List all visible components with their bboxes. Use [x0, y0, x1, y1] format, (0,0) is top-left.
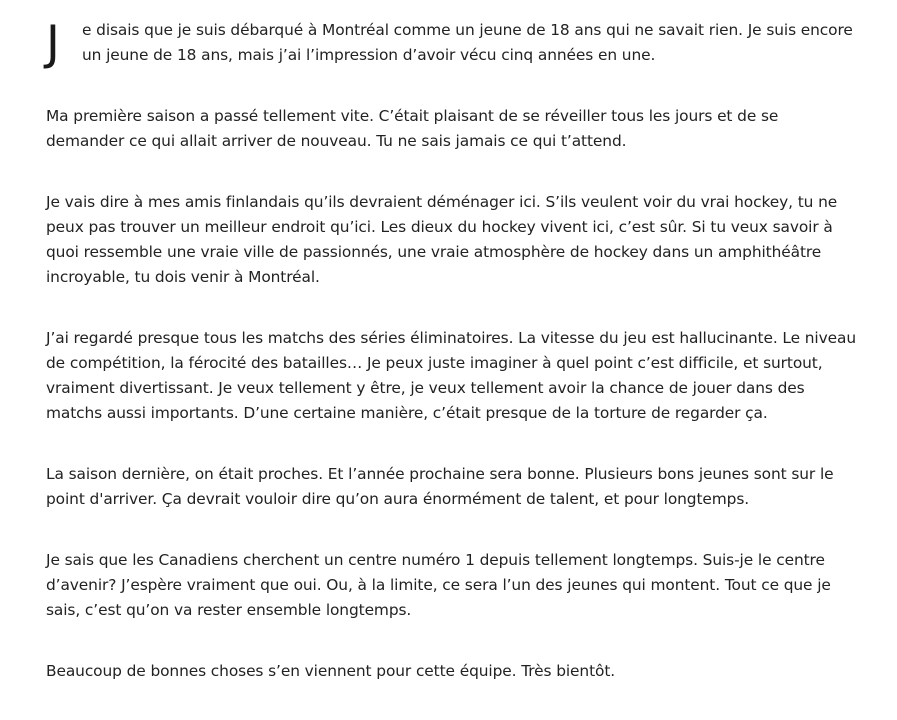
paragraph: J’ai regardé presque tous les matchs des séries éliminatoires. La vitesse du jeu est hallucinante. Le niveau de compétition, la férocité des batailles… Je peux juste imaginer à quel point c’est difficile, et surtout, vraiment divertissant. Je veux tellement y être, je veux tellement avoir la chance de jouer dans des matchs aussi importants. D’une certaine manière, c’était presque de la torture de regarder ça.: [46, 329, 856, 422]
paragraph: Je vais dire à mes amis finlandais qu’ils devraient déménager ici. S’ils veulent voir du vrai hockey, tu ne peux pas trouver un meilleur endroit qu’ici. Les dieux du hockey vivent ici, c’est sûr. Si tu veux savoir à quoi ressemble une vraie ville de passionnés, une vraie atmosphère de hockey dans un amphithéâtre incroyable, tu dois venir à Montréal.: [46, 193, 838, 286]
paragraph-intro: [46, 16, 858, 71]
paragraph: Ma première saison a passé tellement vite. C’était plaisant de se réveiller tous les jours et de se demander ce qui allait arriver de nouveau. Tu ne sais jamais ce qui t’attend.: [46, 107, 779, 150]
article-body: [46, 18, 858, 720]
paragraph: Beaucoup de bonnes choses s’en viennent pour cette équipe. Très bientôt.: [46, 662, 616, 680]
paragraph-intro-text: e disais que je suis débarqué à Montréal comme un jeune de 18 ans qui ne savait rien. Je suis encore un jeune de 18 ans, mais j’ai l’impression d’avoir vécu cinq années en une.: [82, 21, 853, 64]
drop-cap: J: [46, 16, 60, 71]
paragraph: La saison dernière, on était proches. Et l’année prochaine sera bonne. Plusieurs bons jeunes sont sur le point d'arriver. Ça devrait vouloir dire qu’on aura énormément de talent, et pour longtemps.: [46, 465, 834, 508]
paragraph: Je sais que les Canadiens cherchent un centre numéro 1 depuis tellement longtemps. Suis-je le centre d’avenir? J’espère vraiment que oui. Ou, à la limite, ce sera l’un des jeunes qui montent. Tout ce que je sais, c’est qu’on va rester ensemble longtemps.: [46, 551, 831, 619]
